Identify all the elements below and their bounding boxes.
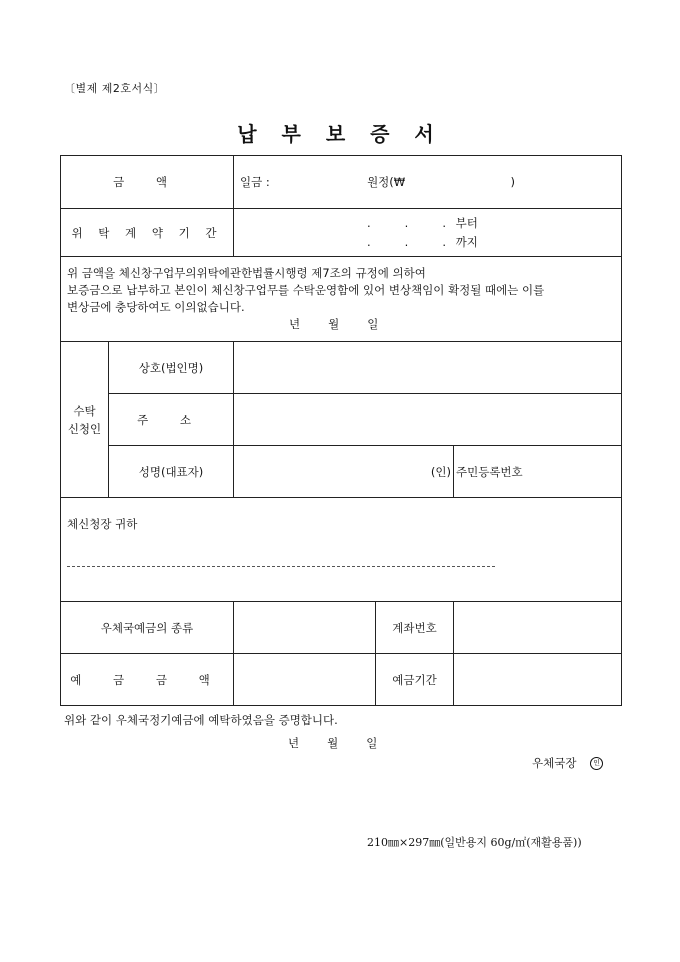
- deposit-amount-field[interactable]: [234, 654, 376, 706]
- amount-unit: 원정(₩: [367, 175, 406, 189]
- certification-date: 년 월 일: [288, 736, 378, 750]
- company-field[interactable]: [234, 342, 622, 394]
- from-label: 부터: [455, 215, 478, 230]
- deposit-amount-row: [61, 654, 622, 706]
- contract-period-label: 위 탁 계 약 기 간: [61, 209, 234, 257]
- recipient-text: 체신청장 귀하: [67, 517, 138, 531]
- address-row: [61, 394, 622, 446]
- seal-mark: (인): [430, 464, 451, 479]
- deposit-type-label: 우체국예금의 종류: [61, 602, 234, 654]
- resident-number-label: 주민등록번호: [454, 446, 622, 498]
- company-row: [61, 342, 622, 394]
- address-field[interactable]: [234, 394, 622, 446]
- amount-field[interactable]: [234, 156, 622, 209]
- amount-prefix: 일금 :: [240, 175, 270, 189]
- company-label: 상호(법인명): [109, 342, 234, 394]
- amount-label: 금 액: [61, 156, 234, 209]
- recipient-cell: [61, 498, 622, 602]
- amount-row: [61, 156, 622, 209]
- signer-title: 우체국장: [532, 756, 577, 770]
- postmaster-signature: [532, 755, 603, 771]
- name-field[interactable]: [234, 446, 454, 498]
- contract-period-field[interactable]: . . . 부터 . . . 까지: [234, 209, 622, 257]
- notice-row: [61, 257, 622, 342]
- deposit-amount-label: 예 금 금 액: [61, 654, 234, 706]
- applicant-group-label: 수탁 신청인: [61, 342, 109, 498]
- notice-text: 위 금액을 체신창구업무의위탁에관한법률시행령 제7조의 규정에 의하여 보증금으로 납부하고 본인이 체신창구업무를 수탁운영함에 있어 변상책임이 확정될 때에는 이를 변상금에 충당하여도 이의없습니다. 년 월 일: [61, 257, 622, 342]
- form-number: 〔별제 제2호서식〕: [64, 82, 166, 95]
- address-label: 주 소: [109, 394, 234, 446]
- recipient-row: [61, 498, 622, 602]
- certification-text: 위와 같이 우체국정기예금에 예탁하였음을 증명합니다.: [64, 713, 338, 727]
- amount-close: ): [510, 175, 515, 189]
- contract-period-row: [61, 209, 622, 257]
- dashed-divider: [67, 566, 495, 567]
- account-number-label: 계좌번호: [376, 602, 454, 654]
- to-label: 까지: [455, 234, 478, 249]
- form-title: 납 부 보 증 서: [237, 122, 443, 146]
- paper-spec: 210㎜×297㎜(일반용지 60g/㎡(재활용품)): [367, 836, 582, 849]
- name-label: 성명(대표자): [109, 446, 234, 498]
- guarantee-form-table: [60, 155, 622, 706]
- deposit-type-field[interactable]: [234, 602, 376, 654]
- deposit-period-label: 예금기간: [376, 654, 454, 706]
- representative-row: [61, 446, 622, 498]
- notice-date: 년 월 일: [289, 317, 379, 331]
- deposit-type-row: [61, 602, 622, 654]
- seal-stamp-icon: 인: [590, 757, 603, 770]
- account-number-field[interactable]: [454, 602, 622, 654]
- deposit-period-field[interactable]: [454, 654, 622, 706]
